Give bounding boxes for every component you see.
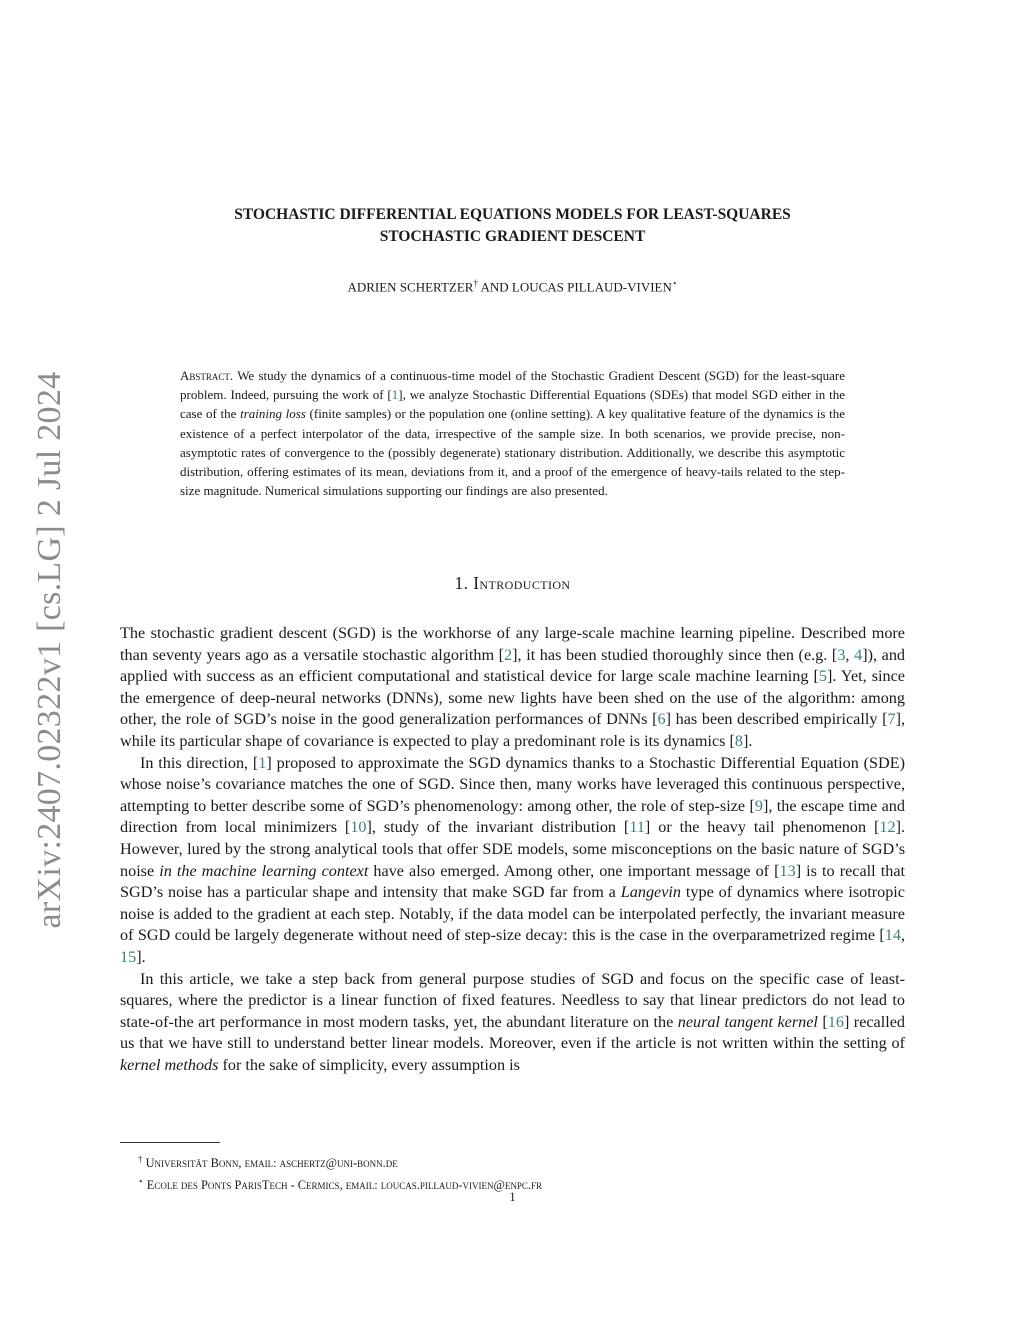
paragraph-text: ] has been described empirically [ — [665, 710, 888, 729]
citation-link[interactable]: 1 — [258, 753, 267, 772]
abstract-text: ], we analyze Stochastic Differential Equations (SDEs) that model SGD either in the case of the — [180, 387, 845, 422]
emphasis: in the machine learning context — [159, 861, 369, 880]
citation-link[interactable]: 2 — [504, 645, 513, 664]
paragraph-text: ]), and applied with success as an efficient computational and statistical device for large scale machine learning [ — [120, 645, 906, 686]
footnotes — [138, 1150, 898, 1194]
author-connector: AND — [477, 279, 512, 295]
body-text — [120, 623, 905, 1076]
title-line-1: STOCHASTIC DIFFERENTIAL EQUATIONS MODELS FOR LEAST-SQUARES — [234, 206, 791, 223]
citation-link[interactable]: 4 — [854, 645, 863, 664]
abstract-text: (finite samples) or the population one (online setting). A key qualitative feature of the dynamics is the existence of a perfect interpolator of the data, irrespective of the sample size. In both scenarios, we provide precise, non-asymptotic rates of convergence to the (possibly degenerate) stationary distribution. Additionally, we describe this asymptotic distribution, offering estimates of its mean, deviations from it, and a proof of the emergence of heavy-tails related to the step-size magnitude. Numerical simulations supporting our findings are also presented. — [180, 406, 846, 499]
paragraph-text: ], it has been studied thoroughly since then (e.g. [ — [512, 645, 838, 664]
emphasis: Langevin — [620, 883, 681, 902]
footnote-mark: † — [138, 1154, 143, 1164]
paragraph-2 — [120, 753, 905, 969]
author-1-mark: † — [473, 278, 478, 288]
citation-separator: , — [845, 645, 855, 664]
author-list — [120, 278, 905, 295]
section-number: 1. — [454, 573, 469, 593]
paragraph-text: [ — [817, 1012, 828, 1031]
citation-link[interactable]: 7 — [887, 710, 896, 729]
author-2-mark: ⋆ — [671, 278, 678, 288]
citation-link[interactable]: 5 — [818, 667, 827, 686]
citation-link[interactable]: 6 — [657, 710, 666, 729]
footnote-text: Ecole des Ponts ParisTech - Cermics, email: loucas.pillaud-vivien@enpc.fr — [146, 1178, 543, 1193]
paragraph-text: In this article, we take a step back from general purpose studies of SGD and focus on the specific case of least-squares, where the predictor is a linear function of fixed features. Needless to say that linear predictors do not lead to state-of-the art performance in most modern tasks, yet, the abundant literature on the — [120, 969, 905, 1031]
paragraph-text: ] proposed to approximate the SGD dynamics thanks to a Stochastic Differential Equation (SDE) whose noise’s covariance matches the one of SGD. Since then, many works have leveraged this continuous perspective, attempting to better describe some of SGD’s phenomenology: among other, the role of step-size [ — [120, 753, 906, 815]
footnote-mark: ⋆ — [138, 1176, 144, 1187]
page-number: 1 — [509, 1190, 516, 1204]
paragraph-text: ] recalled us that we have still to understand better linear models. Moreover, even if the article is not written within the setting of — [120, 1012, 906, 1053]
paragraph-text: ], while its particular shape of covariance is expected to play a predominant role is its dynamics [ — [120, 710, 905, 750]
paragraph-text: have also emerged. Among other, one important message of [ — [368, 861, 780, 880]
citation-link[interactable]: 14 — [884, 926, 901, 945]
paragraph-3 — [120, 969, 905, 1077]
paragraph-text: In this direction, [ — [140, 753, 259, 772]
abstract-label: Abstract. — [180, 368, 234, 383]
emphasis: neural tangent kernel — [677, 1012, 818, 1031]
paragraph-text: ]. However, lured by the strong analytical tools that offer SDE models, some misconceptions on the basic nature of SGD’s noise — [120, 818, 905, 880]
paragraph-text: ]. Yet, since the emergence of deep-neural networks (DNNs), some new lights have been shed on the use of the algorithm: among other, the role of SGD’s noise in the good generalization performances of DNNs [ — [120, 667, 905, 729]
citation-link[interactable]: 13 — [779, 861, 796, 880]
paragraph-text: The stochastic gradient descent (SGD) is the workhorse of any large-scale machine learning pipeline. Described more than seventy years ago as a versatile stochastic algorithm [ — [120, 624, 905, 664]
footnote-divider — [120, 1142, 220, 1143]
section-title: Introduction — [473, 573, 571, 593]
paragraph-text: ], the escape time and direction from local minimizers [ — [120, 796, 905, 837]
citation-link[interactable]: 10 — [350, 818, 367, 837]
citation-link[interactable]: 3 — [837, 645, 846, 664]
citation-link[interactable]: 1 — [391, 387, 399, 403]
footnote-1 — [138, 1150, 898, 1172]
citation-link[interactable]: 15 — [120, 947, 137, 966]
section-heading — [120, 573, 905, 594]
title-line-2: STOCHASTIC GRADIENT DESCENT — [379, 228, 646, 245]
paragraph-text: type of dynamics where isotropic noise is added to the gradient at each step. Notably, if the data model can be interpolated perfectly, the invariant measure of SGD could be largely degenerate without need of step-size decay: this is the case in the overparametrized regime [ — [120, 883, 905, 945]
paragraph-text: ], study of the invariant distribution [ — [366, 818, 630, 837]
emphasis: kernel methods — [120, 1055, 219, 1074]
citation-link[interactable]: 16 — [827, 1012, 844, 1031]
abstract — [180, 366, 845, 500]
author-1: ADRIEN SCHERTZER — [347, 279, 474, 295]
arxiv-identifier-stamp: arXiv:2407.02322v1 [cs.LG] 2 Jul 2024 — [31, 371, 68, 929]
paragraph-text: for the sake of simplicity, every assumption is — [218, 1055, 520, 1074]
citation-link[interactable]: 11 — [629, 818, 645, 837]
footnote-text: Universität Bonn, email: aschertz@uni-bonn.de — [145, 1156, 398, 1171]
citation-link[interactable]: 9 — [754, 796, 763, 815]
abstract-text: We study the dynamics of a continuous-time model of the Stochastic Gradient Descent (SGD) for the least-square problem. Indeed, pursuing the work of [ — [180, 368, 845, 403]
paragraph-text: ]. — [743, 731, 753, 750]
paragraph-1 — [120, 623, 905, 753]
paragraph-text: ] or the heavy tail phenomenon [ — [644, 818, 880, 837]
paragraph-text: ] is to recall that SGD’s noise has a particular shape and intensity that make SGD far from a — [120, 861, 906, 902]
abstract-emphasis: training loss — [240, 406, 306, 422]
paper-title — [120, 204, 905, 248]
citation-separator: , — [900, 926, 905, 945]
author-2: LOUCAS PILLAUD-VIVIEN — [511, 279, 672, 295]
paragraph-text: ]. — [136, 947, 146, 966]
citation-link[interactable]: 12 — [879, 818, 896, 837]
citation-link[interactable]: 8 — [734, 731, 744, 750]
